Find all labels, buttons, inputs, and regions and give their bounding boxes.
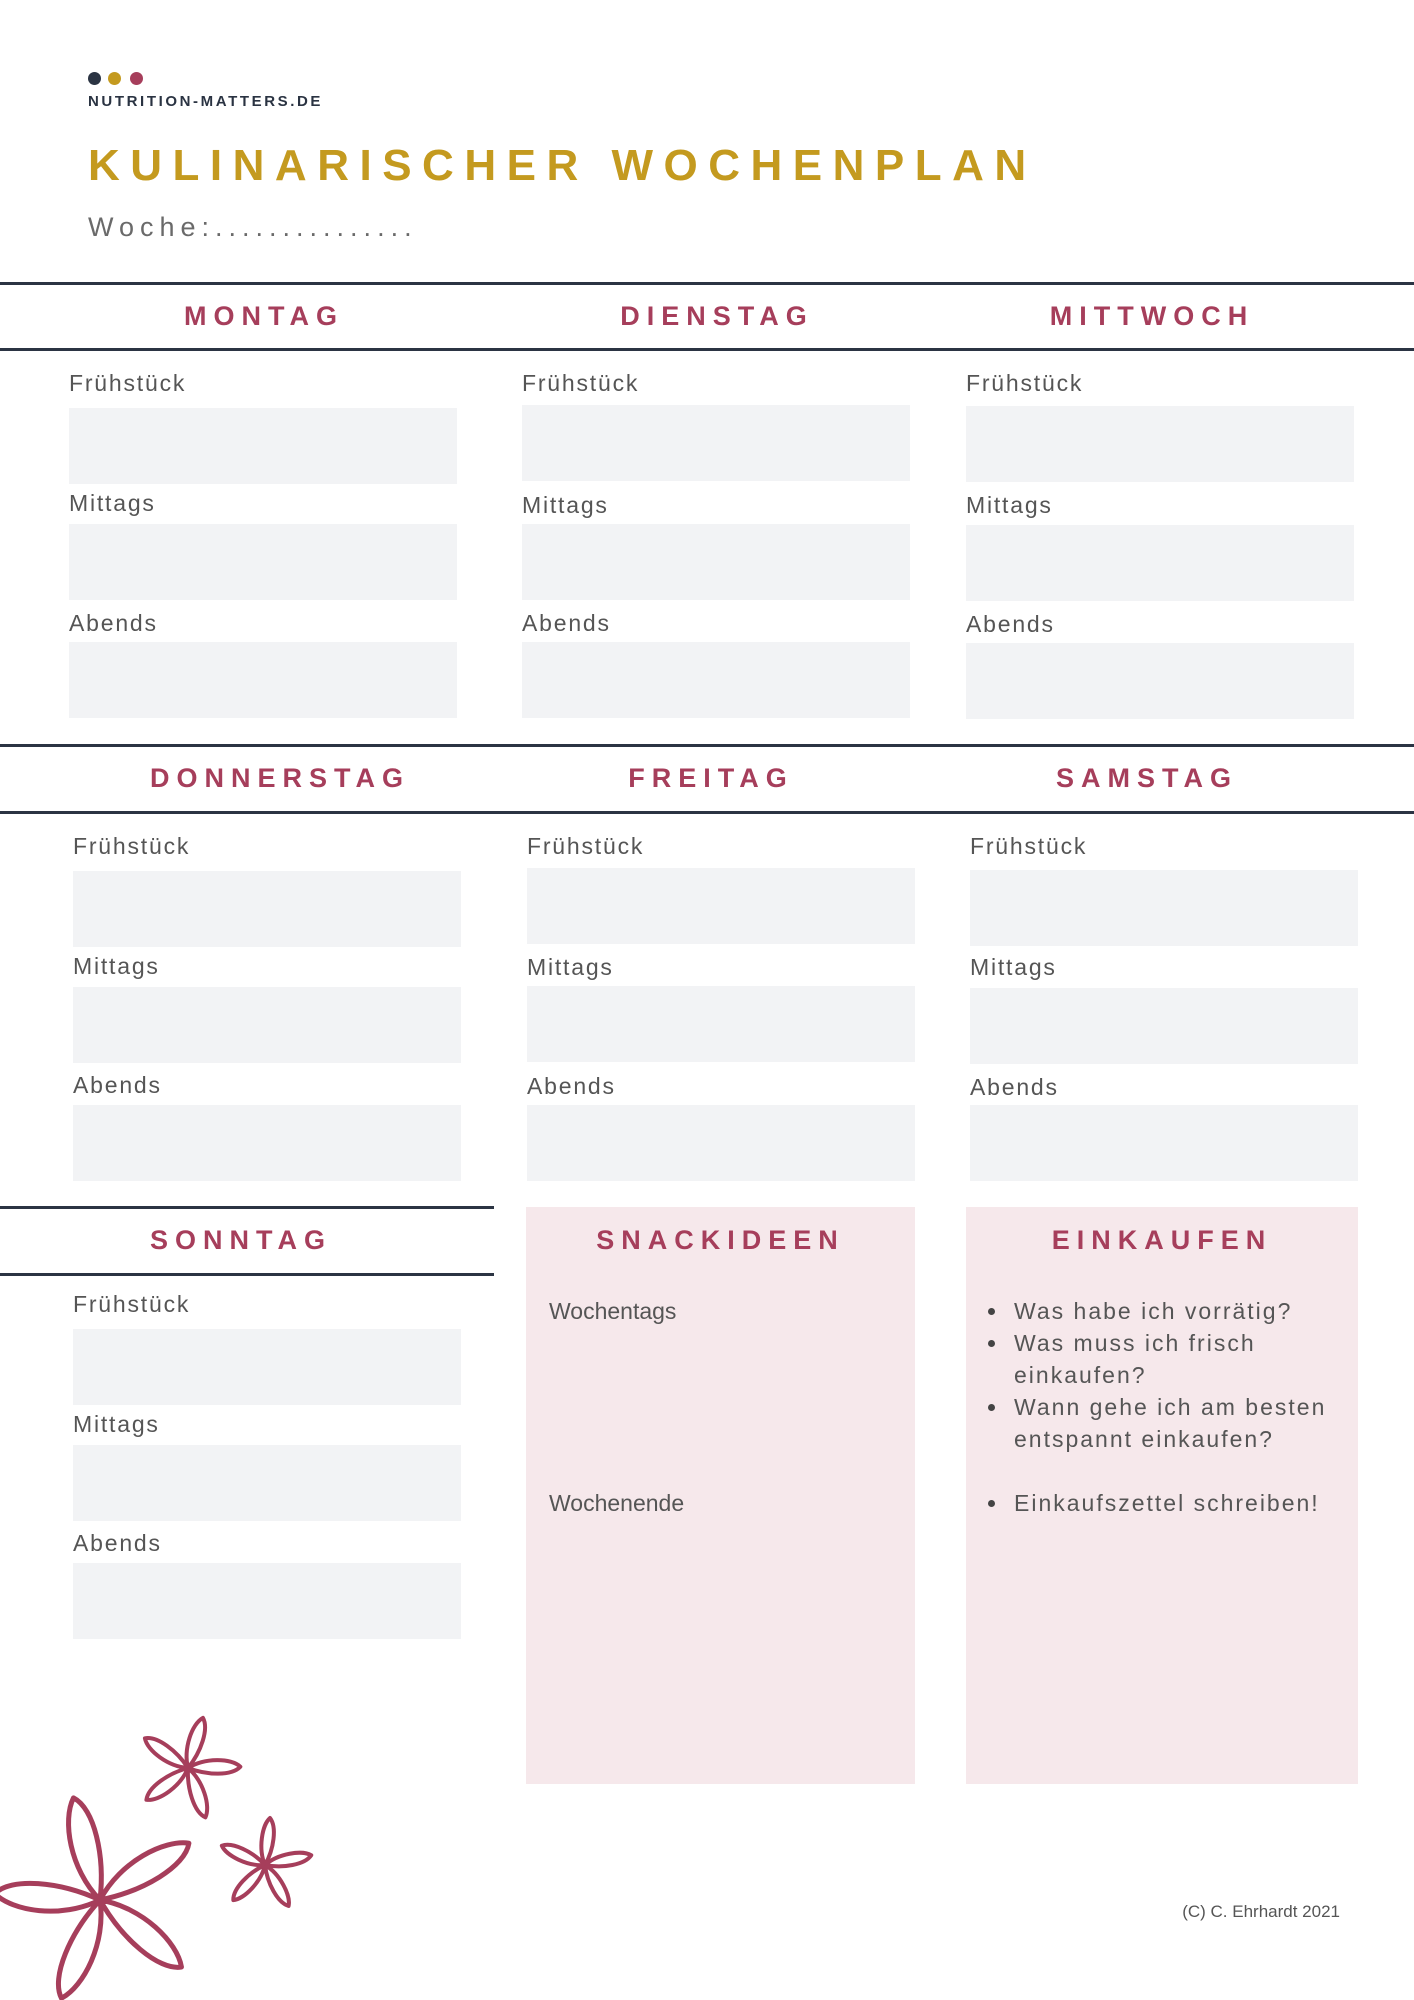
berry-dot <box>130 72 143 85</box>
small-flower-icon <box>219 1818 312 1908</box>
divider-line <box>0 1273 494 1276</box>
lunch-label: Mittags <box>527 954 614 980</box>
day-header-sonntag: SONNTAG <box>150 1225 332 1255</box>
lunch-label: Mittags <box>73 953 160 979</box>
divider-line <box>0 1206 494 1209</box>
lunch-label: Mittags <box>970 954 1057 980</box>
lunch-label: Mittags <box>73 1411 160 1437</box>
day-header-dienstag: DIENSTAG <box>620 301 814 331</box>
dinner-box[interactable] <box>69 642 457 718</box>
breakfast-box[interactable] <box>527 868 915 944</box>
snack-title: SNACKIDEEN <box>596 1225 845 1255</box>
dinner-box[interactable] <box>970 1105 1358 1181</box>
day-header-mittwoch: MITTWOCH <box>1049 301 1255 331</box>
divider-line <box>0 811 1414 814</box>
shopping-item: Einkaufszettel schreiben! <box>966 1487 1346 1519</box>
dinner-box[interactable] <box>522 642 910 718</box>
dinner-label: Abends <box>73 1530 162 1556</box>
breakfast-box[interactable] <box>966 406 1354 482</box>
lunch-box[interactable] <box>69 524 457 600</box>
divider-line <box>0 348 1414 351</box>
breakfast-box[interactable] <box>522 405 910 481</box>
large-flower-icon <box>0 1795 195 2000</box>
navy-dot <box>88 72 101 85</box>
divider-line <box>0 282 1414 285</box>
lunch-box[interactable] <box>527 986 915 1062</box>
dinner-box[interactable] <box>73 1105 461 1181</box>
week-field: Woche:............... <box>88 212 418 242</box>
divider-line <box>0 744 1414 747</box>
lunch-box[interactable] <box>73 1445 461 1521</box>
lunch-label: Mittags <box>966 492 1053 518</box>
lunch-label: Mittags <box>522 492 609 518</box>
breakfast-label: Frühstück <box>73 1291 191 1317</box>
day-header-montag: MONTAG <box>184 301 344 331</box>
breakfast-label: Frühstück <box>970 833 1088 859</box>
dinner-label: Abends <box>69 610 158 636</box>
shopping-item: Was muss ich frisch einkaufen? <box>966 1327 1346 1391</box>
dinner-box[interactable] <box>966 643 1354 719</box>
gold-dot <box>108 72 121 85</box>
dinner-box[interactable] <box>73 1563 461 1639</box>
breakfast-box[interactable] <box>69 408 457 484</box>
shopping-item: Was habe ich vorrätig? <box>966 1295 1346 1327</box>
breakfast-box[interactable] <box>73 871 461 947</box>
lunch-box[interactable] <box>522 524 910 600</box>
lunch-box[interactable] <box>73 987 461 1063</box>
small-flower-icon <box>140 1716 241 1819</box>
shopping-title: EINKAUFEN <box>1051 1225 1273 1255</box>
breakfast-label: Frühstück <box>966 370 1084 396</box>
lunch-label: Mittags <box>69 490 156 516</box>
shopping-item: Wann gehe ich am besten entspannt einkaufen? <box>966 1391 1346 1455</box>
brand-dots <box>88 72 148 86</box>
snack-panel <box>526 1207 915 1784</box>
dinner-box[interactable] <box>527 1105 915 1181</box>
flower-decoration <box>0 1700 330 2000</box>
day-header-donnerstag: DONNERSTAG <box>149 763 410 793</box>
breakfast-label: Frühstück <box>73 833 191 859</box>
dinner-label: Abends <box>527 1073 616 1099</box>
breakfast-label: Frühstück <box>527 833 645 859</box>
dinner-label: Abends <box>970 1074 1059 1100</box>
dinner-label: Abends <box>522 610 611 636</box>
weekend-label: Wochenende <box>549 1490 685 1516</box>
copyright-notice: (C) C. Ehrhardt 2021 <box>1182 1902 1340 1921</box>
dinner-label: Abends <box>73 1072 162 1098</box>
lunch-box[interactable] <box>970 988 1358 1064</box>
shopping-checklist <box>966 1295 1346 1519</box>
page-title: KULINARISCHER WOCHENPLAN <box>88 141 1037 190</box>
breakfast-label: Frühstück <box>69 370 187 396</box>
lunch-box[interactable] <box>966 525 1354 601</box>
shopping-panel <box>966 1207 1358 1784</box>
breakfast-box[interactable] <box>970 870 1358 946</box>
breakfast-box[interactable] <box>73 1329 461 1405</box>
day-header-samstag: SAMSTAG <box>1056 763 1238 793</box>
day-header-freitag: FREITAG <box>628 763 794 793</box>
dinner-label: Abends <box>966 611 1055 637</box>
weekdays-label: Wochentags <box>549 1298 677 1324</box>
breakfast-label: Frühstück <box>522 370 640 396</box>
brand-name: NUTRITION-MATTERS.DE <box>88 93 324 110</box>
